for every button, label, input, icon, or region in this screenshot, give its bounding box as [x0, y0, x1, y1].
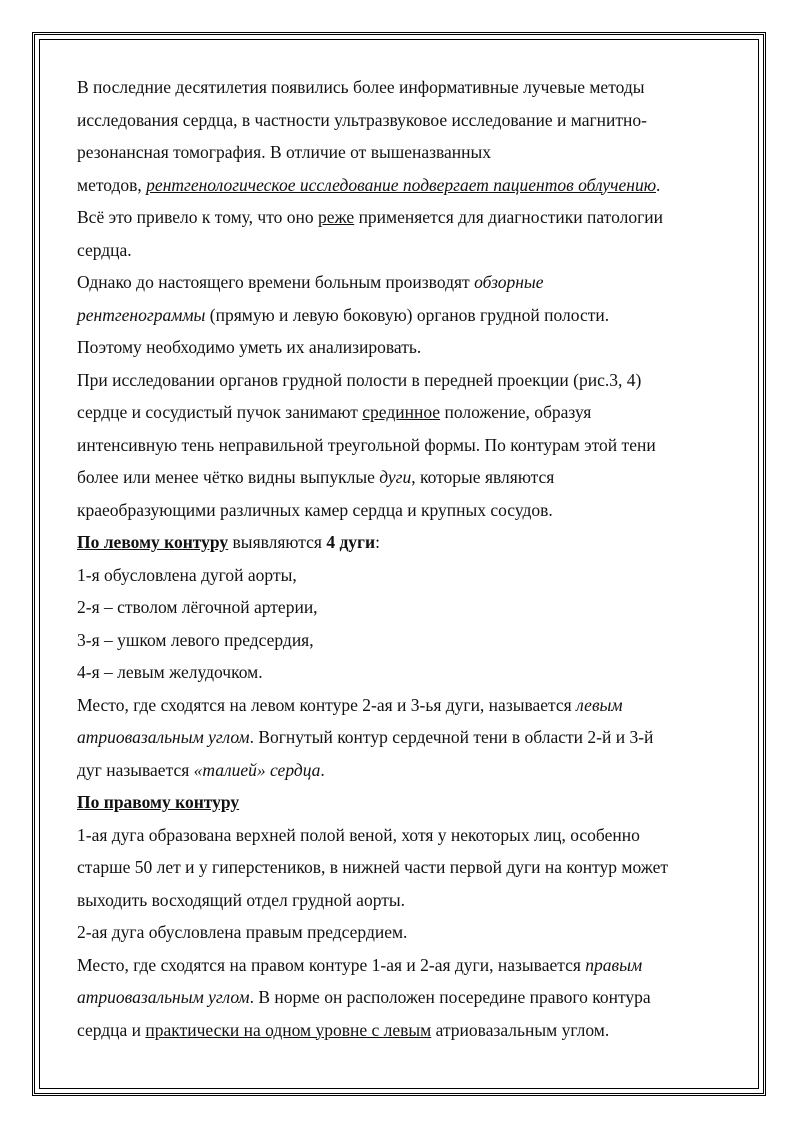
italic-term: атриовазальным углом — [77, 987, 250, 1007]
text-run: сердца и — [77, 1019, 146, 1040]
italic-term: дуги — [379, 467, 412, 487]
text-line: резонансная томография. В отличие от вышеназванных — [77, 142, 492, 162]
text-run: дуг называется — [77, 759, 194, 780]
text-run: Место, где сходятся на правом контуре 1-ая и 2-ая дуги, называется — [77, 954, 586, 975]
text-line — [77, 981, 727, 1014]
text-line — [77, 1014, 727, 1047]
text-run: Однако до настоящего времени больным производят — [77, 272, 475, 292]
underlined-phrase: практически на одном уровне с левым — [145, 1019, 432, 1040]
text-line: Поэтому необходимо уметь их анализировать. — [77, 337, 422, 357]
text-line: При исследовании органов грудной полости в передней проекции (рис.3, 4) — [77, 369, 642, 390]
text-line — [77, 461, 727, 494]
text-run: . — [320, 759, 325, 780]
text-run: Всё это привело к тому, что оно — [77, 207, 319, 227]
right-contour-heading-line — [77, 786, 727, 819]
emphasis-underlined: рентгенологическое исследование подвергает пациентов облучению — [146, 174, 657, 195]
document-body — [77, 71, 727, 1046]
text-line — [77, 721, 727, 754]
text-line — [77, 689, 727, 722]
underlined-word: реже — [318, 207, 355, 227]
text-run: . Вогнутый контур сердечной тени в области 2-й и 3-й — [249, 727, 654, 747]
text-line: интенсивную тень неправильной треугольной формы. По контурам этой тени — [77, 434, 656, 455]
text-line — [77, 266, 727, 299]
text-run: Место, где сходятся на левом контуре 2-ая и 3-ья дуги, называется — [77, 694, 577, 715]
text-line: 2-ая дуга обусловлена правым предсердием. — [77, 922, 408, 942]
text-line: сердца. — [77, 239, 132, 260]
italic-term: правым — [585, 954, 643, 975]
list-item: 3-я – ушком левого предсердия, — [77, 629, 314, 650]
text-line: В последние десятилетия появились более информативные лучевые методы — [77, 77, 645, 97]
text-run: более или менее чётко видны выпуклые — [77, 467, 380, 487]
text-run: положение, образуя — [440, 402, 592, 422]
list-item: 1-я обусловлена дугой аорты, — [77, 564, 297, 585]
bold-term: 4 дуги — [326, 532, 376, 552]
text-line — [77, 299, 727, 332]
text-run: . В норме он расположен посередине правого контура — [249, 987, 651, 1007]
text-line — [77, 169, 727, 202]
text-run: атриовазальным углом. — [431, 1019, 610, 1040]
text-run: . — [656, 174, 661, 195]
text-run: применяется для диагностики патологии — [354, 207, 663, 227]
text-run: , которые являются — [411, 467, 555, 487]
text-line — [77, 754, 727, 787]
text-line: старше 50 лет и у гиперстеников, в нижней части первой дуги на контур может — [77, 857, 669, 877]
italic-term: левым — [576, 694, 623, 715]
italic-term: атриовазальным углом — [77, 727, 250, 747]
left-contour-heading-line — [77, 526, 727, 559]
text-run: сердце и сосудистый пучок занимают — [77, 402, 363, 422]
text-run: методов, — [77, 174, 147, 195]
text-line — [77, 201, 727, 234]
text-line: краеобразующими различных камер сердца и крупных сосудов. — [77, 499, 553, 520]
underlined-word: срединное — [362, 402, 441, 422]
italic-term: рентгенограммы — [77, 304, 206, 325]
text-line: выходить восходящий отдел грудной аорты. — [77, 889, 405, 910]
text-line — [77, 949, 727, 982]
list-item: 4-я – левым желудочком. — [77, 662, 263, 682]
italic-term: «талией» сердца — [193, 759, 321, 780]
text-line: исследования сердца, в частности ультразвуковое исследование и магнитно- — [77, 109, 647, 130]
text-line — [77, 396, 727, 429]
section-heading: По правому контуру — [77, 792, 240, 812]
list-item: 2-я – стволом лёгочной артерии, — [77, 597, 318, 617]
text-run: (прямую и левую боковую) органов грудной полости. — [205, 304, 610, 325]
text-run: : — [375, 532, 380, 552]
text-run: выявляются — [228, 532, 327, 552]
text-line: 1-ая дуга образована верхней полой веной, хотя у некоторых лиц, особенно — [77, 824, 640, 845]
italic-term: обзорные — [474, 272, 544, 292]
section-heading: По левому контуру — [77, 532, 229, 552]
